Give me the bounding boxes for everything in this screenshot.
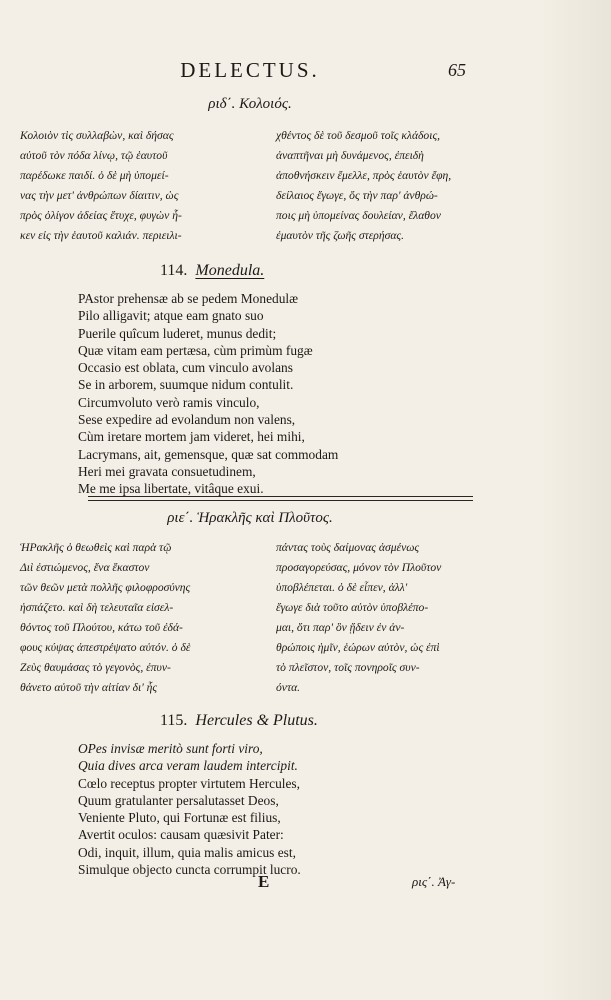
text-line: ἠσπάζετο. καὶ δὴ τελευταῖα εἰσελ- [20, 601, 174, 614]
text-line: αὐτοῦ τὸν πόδα λίνῳ, τῷ ἑαυτοῦ [20, 149, 168, 162]
running-title: DELECTUS. [180, 58, 320, 82]
greek-text-left-1 [20, 126, 270, 246]
text-line: Cœlo receptus propter virtutem Hercules, [78, 775, 300, 791]
text-line: μαι, ὅτι παρ' ὃν ᾔδειν ἐν ἀν- [276, 621, 405, 634]
text-line: θάνετο αὐτοῦ τὴν αἰτίαν δι' ἧς [20, 681, 158, 694]
text-line: Ζεὺς θαυμάσας τὸ γεγονὸς, ἐπυν- [20, 661, 171, 674]
text-line: χθέντος δὲ τοῦ δεσμοῦ τοῖς κλάδοις, [276, 129, 441, 142]
fable-name-hercules-plutus: Hercules & Plutus. [195, 712, 318, 729]
text-line: Cùm iretare mortem jam videret, hei mihi, [78, 429, 305, 445]
text-line: φους κύψας ἀπεστρέψατο αὐτόν. ὁ δὲ [20, 641, 191, 654]
text-line: ἔγωγε διὰ τοῦτο αὐτὸν ὑποβλέπο- [276, 601, 429, 614]
page-gutter-shadow [541, 0, 611, 1000]
greek-text-left-2 [20, 538, 270, 698]
latin-fable-title-2 [160, 712, 318, 730]
text-line: Sese expedire ad evolandum non valens, [78, 412, 296, 428]
fable-number-114: 114. [160, 262, 188, 279]
text-line: OPes invisæ meritò sunt forti viro, [78, 741, 263, 756]
text-line: Διὶ ἐστιώμενος, ἕνα ἕκαστον [20, 561, 150, 574]
latin-verse-1 [78, 290, 338, 498]
text-line: ποις μὴ ὑπομείνας δουλείαν, ἔλαθον [276, 209, 441, 222]
text-line: Lacrymans, ait, gemensque, quæ sat commodam [78, 446, 339, 462]
text-line: τῶν θεῶν μετὰ πολλῆς φιλοφροσύνης [20, 581, 191, 594]
text-line: Occasio est oblata, cum vinculo avolans [78, 360, 293, 376]
catchword: ρις΄. Ἀγ- [412, 874, 456, 889]
text-line: Quum gratulanter persalutasset Deos, [78, 792, 279, 808]
text-line: Κολοιὸν τὶς συλλαβὼν, καὶ δήσας [20, 129, 174, 142]
text-line: Quæ vitam eam pertæsa, cùm primùm fugæ [78, 342, 313, 358]
latin-fable-title-1 [160, 262, 264, 280]
text-line: Me me ipsa libertate, vitâque exui. [78, 481, 264, 497]
text-line: θόντος τοῦ Πλούτου, κάτω τοῦ ἐδά- [20, 621, 183, 634]
text-line: Odi, inquit, illum, quia malis amicus est, [78, 844, 296, 860]
text-line: νας τὴν μετ' ἀνθρώπων δίαιτιν, ὡς [20, 189, 179, 202]
text-line: Pilo alligavit; atque eam gnato suo [78, 308, 264, 324]
greek-text-right-1 [276, 126, 496, 246]
text-line: παρέδωκε παιδί. ὁ δὲ μὴ ὑπομεί- [20, 169, 169, 182]
text-line: προσαγορεύσας, μόνον τὸν Πλοῦτον [276, 561, 442, 574]
text-line: Puerile quîcum luderet, munus dedit; [78, 325, 277, 341]
signature-mark: E [258, 872, 270, 891]
text-line: Heri mei gravata consuetudinem, [78, 463, 256, 479]
section-divider-rule [88, 496, 473, 501]
greek-text-right-2 [276, 538, 496, 698]
fable-number-115: 115. [160, 712, 188, 729]
text-line: ἩΡακλῆς ὁ θεωθεὶς καὶ παρὰ τῷ [20, 541, 172, 554]
text-line: ἀποθνήσκειν ἔμελλε, πρὸς ἑαυτὸν ἔφη, [276, 169, 452, 182]
text-line: δείλαιος ἔγωγε, ὅς τὴν παρ' ἀνθρώ- [276, 189, 438, 202]
text-line: θρώποις ἡμῖν, ἑώρων αὐτὸν, ὡς ἐπὶ [276, 641, 440, 654]
text-line: ἀναπτῆναι μὴ δυνάμενος, ἐπειδὴ [276, 149, 424, 162]
latin-verse-2 [78, 740, 301, 878]
text-line: Simulque objecto cuncta corrumpit lucro. [78, 862, 301, 878]
text-line: Se in arborem, suumque nidum contulit. [78, 377, 294, 393]
text-line: PAstor prehensæ ab se pedem Monedulæ [78, 291, 299, 306]
page-number: 65 [448, 60, 466, 80]
text-line: κεν εἰς τὴν ἑαυτοῦ καλιάν. περιειλι- [20, 229, 182, 242]
greek-fable-title-2: ριε΄. Ἡρακλῆς καὶ Πλοῦτος. [167, 510, 333, 526]
text-line: όντα. [276, 681, 301, 694]
text-line: Avertit oculos: causam quæsivit Pater: [78, 827, 284, 843]
text-line: ὑποβλέπεται. ὁ δὲ εἶπεν, ἀλλ' [276, 581, 408, 594]
text-line: Quia dives arca veram laudem intercipit. [78, 758, 298, 774]
text-line: πρὸς ὀλίγον ἀδείας ἔτυχε, φυγὼν ἧ- [20, 209, 182, 222]
text-line: ἐμαυτὸν τῆς ζωῆς στερήσας. [276, 229, 405, 242]
text-line: Veniente Pluto, qui Fortunæ est filius, [78, 810, 281, 826]
text-line: Circumvoluto verò ramis vinculo, [78, 394, 260, 410]
text-line: πάντας τοὺς δαίμονας ἀσμένως [276, 541, 420, 554]
text-line: τὸ πλεῖστον, τοῖς πονηροῖς συν- [276, 661, 420, 674]
greek-fable-title-1: ριδ΄. Κολοιός. [208, 96, 292, 112]
fable-name-monedula: Monedula. [195, 262, 265, 279]
